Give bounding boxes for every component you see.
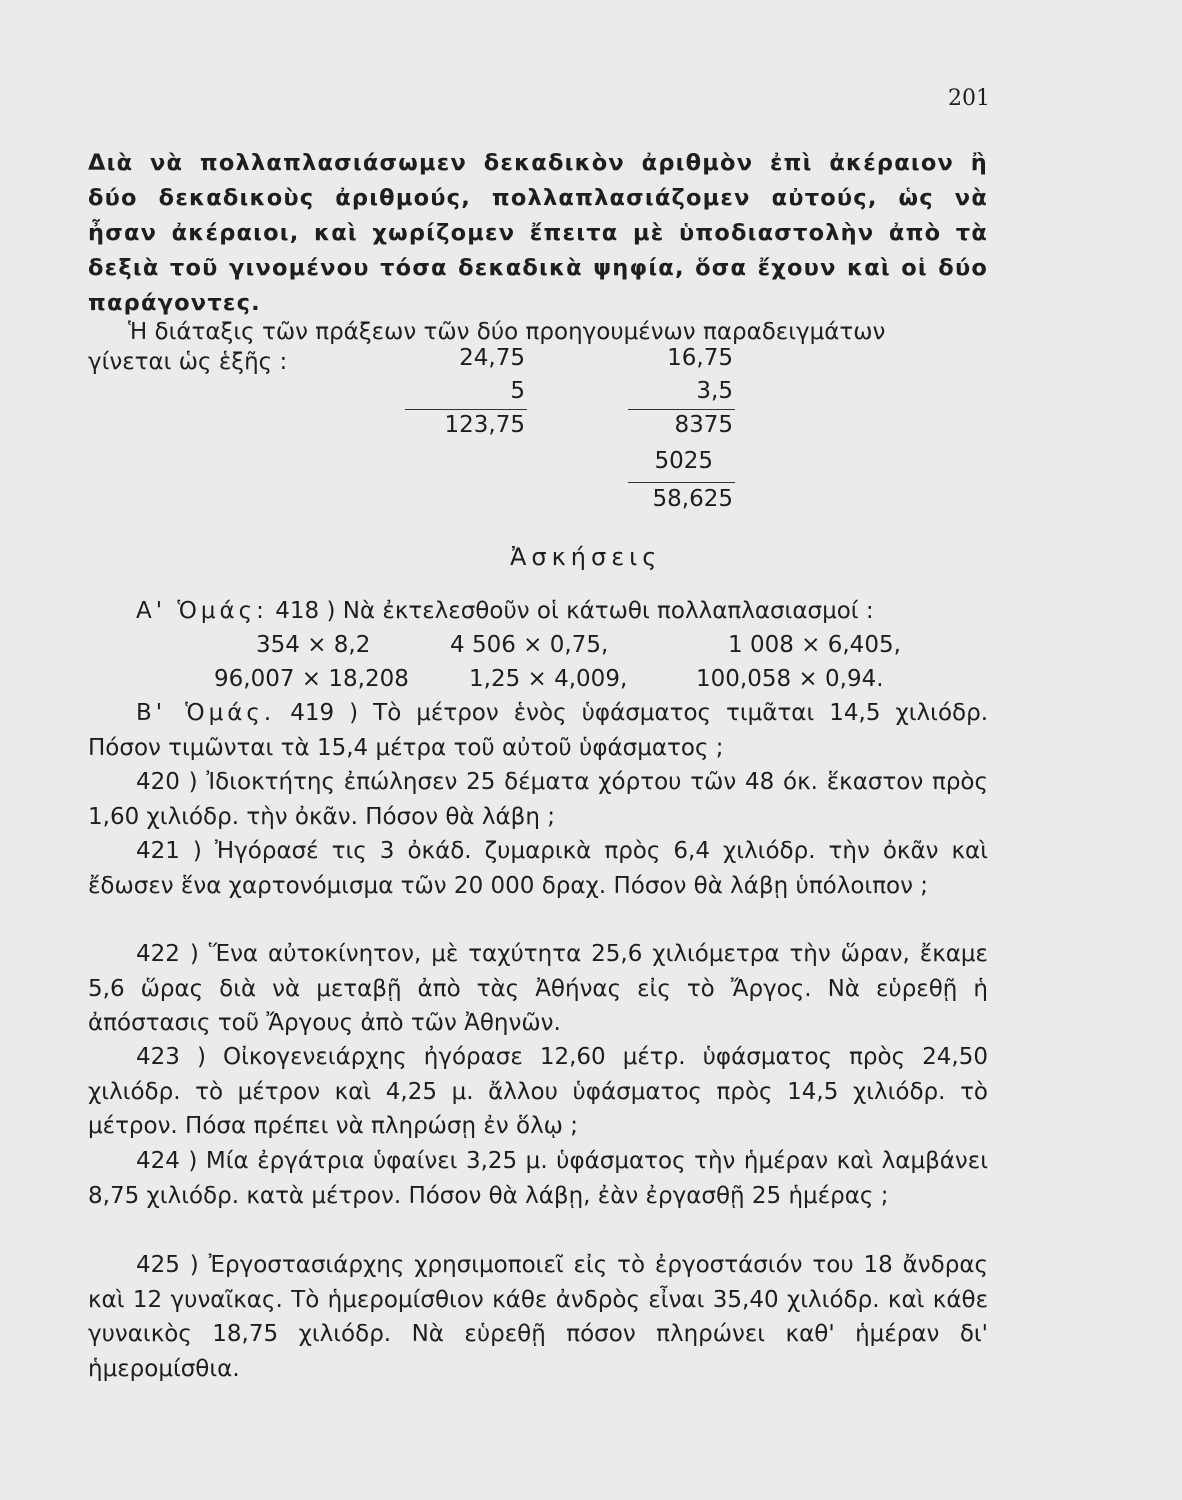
example2-product: 58,625 — [652, 486, 733, 512]
intro-line-1: Ἡ διάταξις τῶν πράξεων τῶν δύο προηγουμένων παραδειγμάτων — [128, 319, 886, 345]
example2-multiplier: 3,5 — [696, 378, 733, 404]
rule-paragraph: Διὰ νὰ πολλαπλασιάσωμεν δεκαδικὸν ἀριθμὸν ἐπὶ ἀκέραιον ἢ δύο δεκαδικοὺς ἀριθμούς, πολλαπλασιάζομεν αὐτούς, ὡς νὰ ἦσαν ἀκέραιοι, καὶ χωρίζομεν ἔπειτα μὲ ὑποδιαστολὴν ἀπὸ τὰ δεξιὰ τοῦ γινομένου τόσα δεκαδικὰ ψηφία, ὅσα ἔχουν καὶ οἱ δύο παράγοντες. — [88, 150, 988, 316]
example2-rule-1 — [628, 409, 735, 410]
group-a-row-1-item-1: 354 × 8,2 — [256, 632, 371, 658]
example2-partial-1: 8375 — [674, 412, 733, 438]
example1-multiplier: 5 — [510, 378, 525, 404]
exercise-421: 421 ) Ἠγόρασέ τις 3 ὀκάδ. ζυμαρικὰ πρὸς 6,4 χιλιόδρ. τὴν ὀκᾶν καὶ ἔδωσεν ἕνα χαρτονόμισμα τῶν 20 000 δραχ. Πόσον θὰ λάβῃ ὑπόλοιπον ; — [88, 838, 988, 899]
exercise-419 — [88, 696, 988, 765]
group-a-row-2-item-3: 100,058 × 0,94. — [696, 666, 884, 692]
example2-rule-2 — [628, 482, 735, 483]
exercise-423: 423 ) Οἰκογενειάρχης ἠγόρασε 12,60 μέτρ. ὑφάσματος πρὸς 24,50 χιλιόδρ. τὸ μέτρον καὶ 4,25 μ. ἄλλου ὑφάσματος πρὸς 14,5 χιλιόδρ. τὸ μέτρον. Πόσα πρέπει νὰ πληρώσῃ ἐν ὅλῳ ; — [88, 1044, 988, 1139]
example2-partial-2: 5025 — [654, 448, 713, 474]
group-b-label: Β' Ὁμάς. — [136, 700, 276, 726]
section-heading: Ἀσκήσεις — [510, 543, 662, 571]
exercise-422: 422 ) Ἕνα αὐτοκίνητον, μὲ ταχύτητα 25,6 χιλιόμετρα τὴν ὥραν, ἔκαμε 5,6 ὥρας διὰ νὰ μεταβῇ ἀπὸ τὰς Ἀθήνας εἰς τὸ Ἄργος. Νὰ εὑρεθῇ ἡ ἀπόστασις τοῦ Ἄργους ἀπὸ τῶν Ἀθηνῶν. — [88, 941, 988, 1036]
exercise-425: 425 ) Ἐργοστασιάρχης χρησιμοποιεῖ εἰς τὸ ἐργοστάσιόν του 18 ἄνδρας καὶ 12 γυναῖκας. Τὸ ἡμερομίσθιον κάθε ἀνδρὸς εἶναι 35,40 χιλιόδρ. καὶ κάθε γυναικὸς 18,75 χιλιόδρ. Νὰ εὑρεθῇ πόσον πληρώνει καθ' ἡμέραν δι' ἡμερομίσθια. — [88, 1252, 988, 1382]
group-a-row-2-item-2: 1,25 × 4,009, — [469, 666, 628, 692]
exercise-418-intro: 418 ) Νὰ ἐκτελεσθοῦν οἱ κάτωθι πολλαπλασιασμοί : — [275, 598, 874, 624]
exercise-420: 420 ) Ἰδιοκτήτης ἐπώλησεν 25 δέματα χόρτου τῶν 48 όκ. ἕκαστον πρὸς 1,60 χιλιόδρ. τὴν ὀκᾶν. Πόσον θὰ λάβη ; — [88, 769, 988, 830]
exercise-424: 424 ) Μία ἐργάτρια ὑφαίνει 3,25 μ. ὑφάσματος τὴν ἡμέραν καὶ λαμβάνει 8,75 χιλιόδρ. κατὰ μέτρον. Πόσον θὰ λάβῃ, ἐὰν ἐργασθῇ 25 ἡμέρας ; — [88, 1148, 988, 1209]
exercise-419-text: 419 ) Τὸ μέτρον ἑνὸς ὑφάσματος τιμᾶται 14,5 χιλιόδρ. Πόσον τιμῶνται τὰ 15,4 μέτρα τοῦ αὐτοῦ ὑφάσματος ; — [88, 700, 989, 761]
intro-line-2: γίνεται ὡς ἑξῆς : — [88, 349, 288, 375]
page-number: 201 — [948, 86, 990, 111]
group-a-row-2-item-1: 96,007 × 18,208 — [214, 666, 409, 692]
group-a-label: Α' Ὁμάς: — [136, 598, 268, 624]
example1-product: 123,75 — [444, 412, 525, 438]
example2-multiplicand: 16,75 — [667, 345, 733, 371]
group-a-row-1-item-3: 1 008 × 6,405, — [728, 632, 901, 658]
example1-multiplicand: 24,75 — [459, 345, 525, 371]
group-a-line — [136, 594, 1036, 628]
group-a-row-1-item-2: 4 506 × 0,75, — [450, 632, 609, 658]
example1-rule — [405, 409, 527, 410]
